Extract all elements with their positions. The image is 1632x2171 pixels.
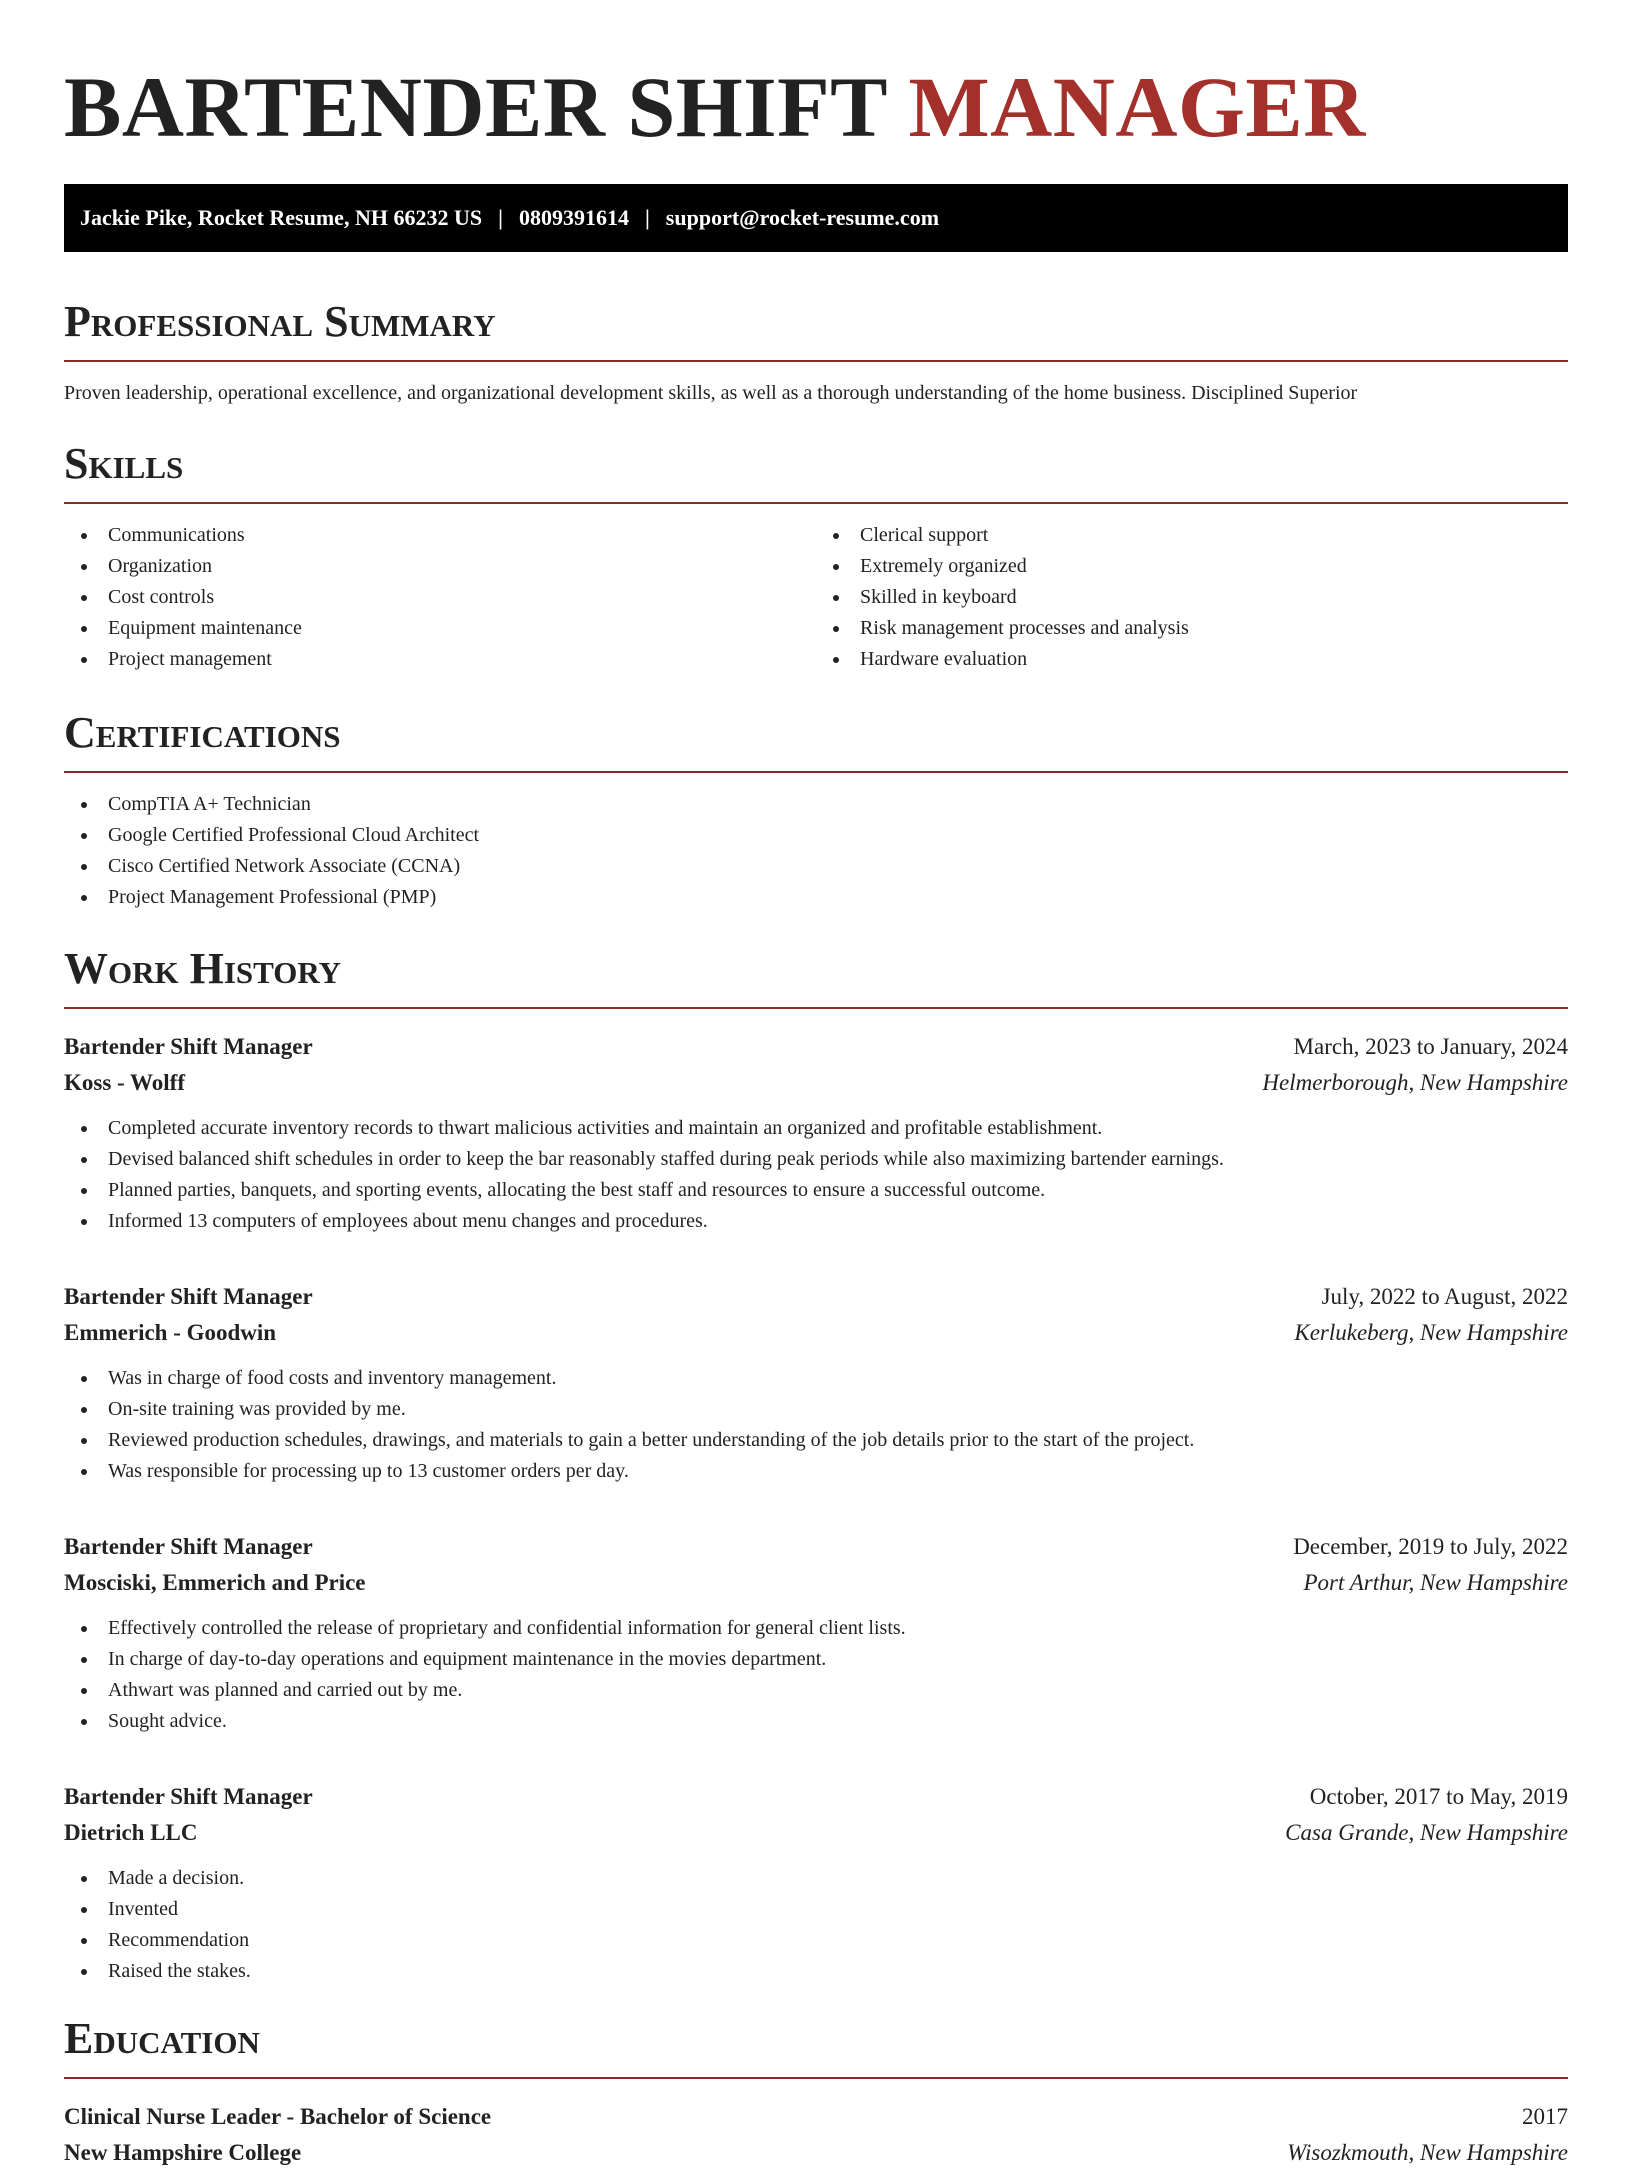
contact-separator: | [498,205,503,230]
job-bullets [64,1363,1568,1487]
list-item: Sought advice. [64,1706,1568,1737]
resume-title [64,59,1568,155]
education-entry [64,2099,1568,2171]
certifications-list [64,789,1568,913]
list-item: Informed 13 computers of employees about menu changes and procedures. [64,1206,1568,1237]
job-company: Emmerich - Goodwin [64,1320,277,1345]
work-history-section [64,944,1568,1987]
list-item: Athwart was planned and carried out by me. [64,1675,1568,1706]
list-item: Google Certified Professional Cloud Architect [64,820,1568,851]
list-item: CompTIA A+ Technician [64,789,1568,820]
list-item: Skilled in keyboard [816,582,1568,613]
job-header-row [64,1029,1568,1065]
education-school-row [64,2135,1568,2171]
education-year: 2017 [1522,2104,1568,2129]
contact-bar [64,184,1568,252]
list-item: Made a decision. [64,1863,1568,1894]
job-header-row [64,1279,1568,1315]
education-degree-row [64,2099,1568,2135]
job-title: Bartender Shift Manager [64,1534,313,1559]
title-main: BARTENDER SHIFT [64,59,887,155]
job-dates: October, 2017 to May, 2019 [1309,1784,1568,1809]
list-item: Cisco Certified Network Associate (CCNA) [64,851,1568,882]
work-history-heading: Work History [64,947,1568,1009]
education-school: New Hampshire College [64,2140,302,2165]
list-item: Clerical support [816,520,1568,551]
summary-text: Proven leadership, operational excellence, and organizational development skills, as well as a thorough understanding of the home business. Disciplined Superior [64,382,1358,404]
job-company-row [64,1565,1568,1601]
contact-email: support@rocket-resume.com [665,205,940,230]
job-title: Bartender Shift Manager [64,1284,313,1309]
summary-heading: Professional Summary [64,300,1568,362]
list-item: Communications [64,520,816,551]
list-item: Was responsible for processing up to 13 customer orders per day. [64,1456,1568,1487]
job-company: Mosciski, Emmerich and Price [64,1570,366,1595]
title-accent: MANAGER [908,59,1366,155]
job-dates: July, 2022 to August, 2022 [1321,1284,1568,1309]
skills-section [64,439,1568,675]
list-item: Extremely organized [816,551,1568,582]
job-company-row [64,1315,1568,1351]
job-company-row [64,1065,1568,1101]
job-location: Casa Grande, New Hampshire [1285,1820,1568,1845]
list-item: Organization [64,551,816,582]
job-header-row [64,1529,1568,1565]
job-location: Port Arthur, New Hampshire [1303,1570,1568,1595]
list-item: Invented [64,1894,1568,1925]
contact-phone: 0809391614 [518,205,629,230]
summary-section [64,297,1568,406]
education-heading: Education [64,2017,1568,2079]
skills-heading: Skills [64,442,1568,504]
job-bullets [64,1613,1568,1737]
job-location: Helmerborough, New Hampshire [1262,1070,1568,1095]
job-title: Bartender Shift Manager [64,1034,313,1059]
certifications-heading: Certifications [64,711,1568,773]
list-item: Devised balanced shift schedules in order to keep the bar reasonably staffed during peak periods while also maximizing bartender earnings. [64,1144,1568,1175]
list-item: In charge of day-to-day operations and equipment maintenance in the movies department. [64,1644,1568,1675]
education-location: Wisozkmouth, New Hampshire [1287,2140,1568,2165]
contact-address: Jackie Pike, Rocket Resume, NH 66232 US [80,205,483,230]
job-bullets [64,1113,1568,1237]
job-entry [64,1029,1568,1237]
job-entry [64,1529,1568,1737]
job-bullets [64,1863,1568,1987]
list-item: Reviewed production schedules, drawings, and materials to gain a better understanding of the job details prior to the start of the project. [64,1425,1568,1456]
job-entry [64,1779,1568,1987]
certifications-section [64,708,1568,913]
education-degree: Clinical Nurse Leader - Bachelor of Science [64,2104,492,2129]
list-item: Completed accurate inventory records to thwart malicious activities and maintain an organized and profitable establishment. [64,1113,1568,1144]
education-section [64,2014,1568,2171]
list-item: Cost controls [64,582,816,613]
job-dates: March, 2023 to January, 2024 [1293,1034,1568,1059]
skills-grid [64,504,1568,675]
job-company: Koss - Wolff [64,1070,185,1095]
skills-list-right [816,520,1568,675]
job-company-row [64,1815,1568,1851]
list-item: Was in charge of food costs and inventory management. [64,1363,1568,1394]
list-item: Planned parties, banquets, and sporting events, allocating the best staff and resources to ensure a successful outcome. [64,1175,1568,1206]
list-item: Project Management Professional (PMP) [64,882,1568,913]
list-item: Raised the stakes. [64,1956,1568,1987]
contact-separator: | [644,205,650,230]
job-company: Dietrich LLC [64,1820,198,1845]
job-dates: December, 2019 to July, 2022 [1293,1534,1568,1559]
job-header-row [64,1779,1568,1815]
list-item: Equipment maintenance [64,613,816,644]
job-location: Kerlukeberg, New Hampshire [1294,1320,1568,1345]
list-item: Risk management processes and analysis [816,613,1568,644]
list-item: Effectively controlled the release of proprietary and confidential information for general client lists. [64,1613,1568,1644]
job-title: Bartender Shift Manager [64,1784,313,1809]
list-item: On-site training was provided by me. [64,1394,1568,1425]
skills-list-left [64,520,816,675]
list-item: Recommendation [64,1925,1568,1956]
list-item: Project management [64,644,816,675]
job-entry [64,1279,1568,1487]
list-item: Hardware evaluation [816,644,1568,675]
